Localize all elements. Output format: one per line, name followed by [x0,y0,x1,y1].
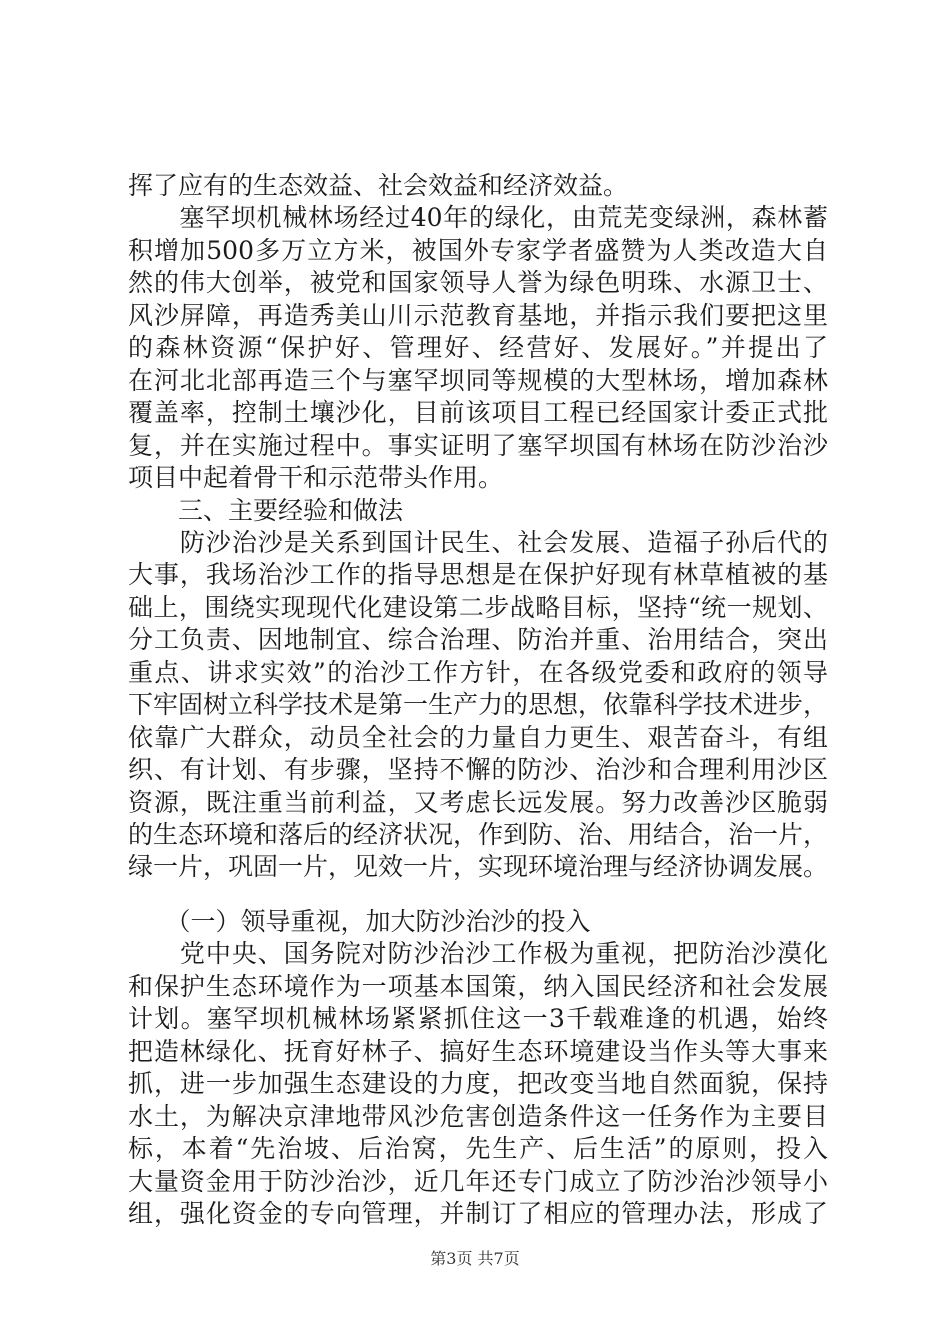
text-line: 项目中起着骨干和示范带头作用。 [128,463,504,493]
text-line: 组，强化资金的专向管理，并制订了相应的管理办法，形成了 [128,1199,828,1228]
text-line: 计划。塞罕坝机械林场紧紧抓住这一3千载难逢的机遇，始终 [128,1004,828,1034]
text-line: 分工负责、因地制宜、综合治理、防治并重、治用结合，突出 [128,625,828,655]
text-line: 防沙治沙是关系到国计民生、社会发展、造福子孙后代的 [128,527,828,557]
text-line: 挥了应有的生态效益、社会效益和经济效益。 [128,171,629,200]
text-line: 大量资金用于防沙治沙，近几年还专门成立了防沙治沙领导小 [128,1166,828,1196]
text-line: 依靠广大群众，动员全社会的力量自力更生、艰苦奋斗，有组 [128,722,828,752]
subsection-heading: （一）领导重视，加大防沙治沙的投入 [128,906,591,936]
text-line: 和保护生态环境作为一项基本国策，纳入国民经济和社会发展 [128,971,828,1001]
text-line: 覆盖率，控制土壤沙化，目前该项目工程已经国家计委正式批 [128,398,828,428]
text-line: 标，本着“先治坡、后治窝，先生产、后生活”的原则，投入 [128,1134,828,1164]
text-line: 下牢固树立科学技术是第一生产力的思想，依靠科学技术进步， [128,690,828,720]
text-line: 把造林绿化、抚育好林子、搞好生态环境建设当作头等大事来 [128,1036,828,1066]
text-line: 绿一片，巩固一片，见效一片，实现环境治理与经济协调发展。 [128,852,828,882]
text-line: 在河北北部再造三个与塞罕坝同等规模的大型林场，增加森林 [128,365,828,395]
text-line: 织、有计划、有步骤，坚持不懈的防沙、治沙和合理利用沙区 [128,755,828,785]
text-line: 大事，我场治沙工作的指导思想是在保护好现有林草植被的基 [128,560,828,590]
text-line: 塞罕坝机械林场经过40年的绿化，由荒芜变绿洲，森林蓄 [128,203,828,233]
text-line: 积增加500多万立方米，被国外专家学者盛赞为人类改造大自 [128,235,828,265]
section-heading: 三、主要经验和做法 [128,495,404,525]
page-number: 第3页 共7页 [430,1249,520,1268]
text-line: 风沙屏障，再造秀美山川示范教育基地，并指示我们要把这里 [128,300,828,330]
text-line: 复，并在实施过程中。事实证明了塞罕坝国有林场在防沙治沙 [128,430,828,460]
text-line: 然的伟大创举，被党和国家领导人誉为绿色明珠、水源卫士、 [128,268,828,298]
text-line: 重点、讲求实效”的治沙工作方针，在各级党委和政府的领导 [128,657,828,687]
text-line: 资源，既注重当前利益，又考虑长远发展。努力改善沙区脆弱 [128,787,828,817]
text-line: 党中央、国务院对防沙治沙工作极为重视，把防治沙漠化 [128,939,828,969]
text-line: 水土，为解决京津地带风沙危害创造条件这一任务作为主要目 [128,1101,828,1131]
text-line: 的森林资源“保护好、管理好、经营好、发展好。”并提出了 [128,333,828,363]
text-line: 的生态环境和落后的经济状况，作到防、治、用结合，治一片， [128,820,828,850]
text-line: 础上，围绕实现现代化建设第二步战略目标，坚持“统一规划、 [128,592,828,622]
text-line: 抓，进一步加强生态建设的力度，把改变当地自然面貌，保持 [128,1069,828,1099]
